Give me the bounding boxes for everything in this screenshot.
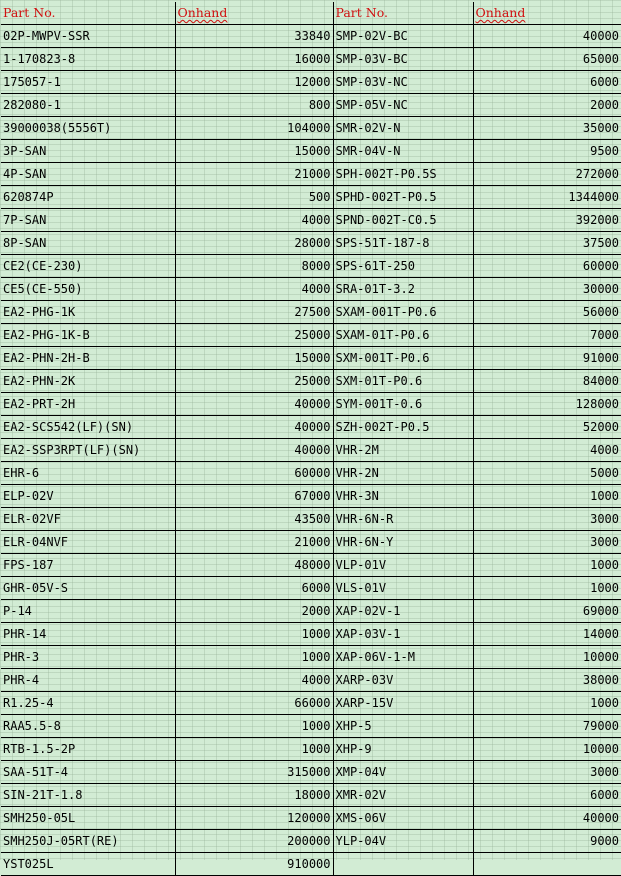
table-row bbox=[1, 393, 621, 416]
cell-part-no-left[interactable]: EA2-SCS542(LF)(SN) bbox=[1, 416, 175, 439]
cell-part-no-right[interactable]: XAP-03V-1 bbox=[333, 623, 473, 646]
cell-onhand-right[interactable]: 3000 bbox=[473, 761, 621, 784]
table-row bbox=[1, 830, 621, 853]
cell-part-no-left[interactable]: PHR-14 bbox=[1, 623, 175, 646]
cell-onhand-left[interactable]: 1000 bbox=[175, 623, 333, 646]
cell-onhand-right[interactable]: 1344000 bbox=[473, 186, 621, 209]
inventory-table bbox=[1, 2, 621, 876]
cell-onhand-right[interactable]: 1000 bbox=[473, 485, 621, 508]
cell-part-no-right[interactable]: VLS-01V bbox=[333, 577, 473, 600]
cell-part-no-right[interactable]: SMP-05V-NC bbox=[333, 94, 473, 117]
cell-part-no-right[interactable]: SXAM-001T-P0.6 bbox=[333, 301, 473, 324]
cell-onhand-right[interactable]: 10000 bbox=[473, 646, 621, 669]
table-row bbox=[1, 784, 621, 807]
table-row bbox=[1, 324, 621, 347]
cell-onhand-left[interactable]: 15000 bbox=[175, 347, 333, 370]
cell-part-no-left[interactable]: EA2-PHN-2H-B bbox=[1, 347, 175, 370]
cell-onhand-left[interactable]: 60000 bbox=[175, 462, 333, 485]
cell-onhand-left[interactable]: 120000 bbox=[175, 807, 333, 830]
cell-part-no-right[interactable]: SXAM-01T-P0.6 bbox=[333, 324, 473, 347]
cell-onhand-right[interactable]: 392000 bbox=[473, 209, 621, 232]
cell-part-no-left[interactable]: SAA-51T-4 bbox=[1, 761, 175, 784]
cell-part-no-left[interactable]: 39000038(5556T) bbox=[1, 117, 175, 140]
cell-onhand-left[interactable]: 4000 bbox=[175, 669, 333, 692]
cell-onhand-left[interactable]: 40000 bbox=[175, 393, 333, 416]
cell-part-no-right[interactable] bbox=[333, 853, 473, 876]
table-row bbox=[1, 669, 621, 692]
cell-part-no-left[interactable]: ELR-02VF bbox=[1, 508, 175, 531]
cell-part-no-right[interactable]: SXM-01T-P0.6 bbox=[333, 370, 473, 393]
cell-onhand-right[interactable]: 37500 bbox=[473, 232, 621, 255]
table-row bbox=[1, 715, 621, 738]
cell-onhand-right[interactable]: 79000 bbox=[473, 715, 621, 738]
cell-part-no-right[interactable]: SYM-001T-0.6 bbox=[333, 393, 473, 416]
cell-part-no-left[interactable]: 620874P bbox=[1, 186, 175, 209]
cell-onhand-left[interactable]: 1000 bbox=[175, 715, 333, 738]
header-onhand-right[interactable]: Onhand bbox=[473, 2, 621, 25]
cell-part-no-left[interactable]: EA2-PHG-1K bbox=[1, 301, 175, 324]
cell-onhand-right[interactable]: 7000 bbox=[473, 324, 621, 347]
table-row bbox=[1, 347, 621, 370]
cell-onhand-left[interactable]: 33840 bbox=[175, 25, 333, 48]
table-row bbox=[1, 738, 621, 761]
cell-onhand-left[interactable]: 25000 bbox=[175, 324, 333, 347]
table-row bbox=[1, 692, 621, 715]
table-row bbox=[1, 600, 621, 623]
cell-part-no-right[interactable]: XMS-06V bbox=[333, 807, 473, 830]
table-row bbox=[1, 186, 621, 209]
cell-onhand-right[interactable]: 4000 bbox=[473, 439, 621, 462]
cell-part-no-left[interactable]: 4P-SAN bbox=[1, 163, 175, 186]
inventory-table-body bbox=[1, 2, 621, 876]
cell-part-no-left[interactable]: EHR-6 bbox=[1, 462, 175, 485]
cell-part-no-right[interactable]: SMP-03V-NC bbox=[333, 71, 473, 94]
cell-part-no-left[interactable]: 7P-SAN bbox=[1, 209, 175, 232]
cell-part-no-right[interactable]: SPHD-002T-P0.5 bbox=[333, 186, 473, 209]
table-row bbox=[1, 554, 621, 577]
table-row bbox=[1, 301, 621, 324]
table-row bbox=[1, 508, 621, 531]
cell-onhand-left[interactable]: 15000 bbox=[175, 140, 333, 163]
cell-part-no-left[interactable]: P-14 bbox=[1, 600, 175, 623]
cell-onhand-left[interactable]: 910000 bbox=[175, 853, 333, 876]
cell-onhand-right[interactable]: 9500 bbox=[473, 140, 621, 163]
cell-part-no-left[interactable]: SIN-21T-1.8 bbox=[1, 784, 175, 807]
cell-onhand-right[interactable]: 56000 bbox=[473, 301, 621, 324]
cell-onhand-right[interactable]: 91000 bbox=[473, 347, 621, 370]
table-row bbox=[1, 370, 621, 393]
cell-onhand-left[interactable]: 4000 bbox=[175, 209, 333, 232]
table-row bbox=[1, 646, 621, 669]
cell-onhand-left[interactable]: 43500 bbox=[175, 508, 333, 531]
cell-onhand-left[interactable]: 21000 bbox=[175, 163, 333, 186]
cell-onhand-right[interactable]: 9000 bbox=[473, 830, 621, 853]
cell-part-no-left[interactable]: RAA5.5-8 bbox=[1, 715, 175, 738]
cell-onhand-left[interactable]: 500 bbox=[175, 186, 333, 209]
cell-part-no-left[interactable]: YST025L bbox=[1, 853, 175, 876]
cell-part-no-left[interactable]: SMH250-05L bbox=[1, 807, 175, 830]
cell-part-no-right[interactable]: SPH-002T-P0.5S bbox=[333, 163, 473, 186]
table-row bbox=[1, 278, 621, 301]
cell-onhand-right[interactable]: 3000 bbox=[473, 531, 621, 554]
cell-onhand-right[interactable]: 14000 bbox=[473, 623, 621, 646]
cell-part-no-left[interactable]: 175057-1 bbox=[1, 71, 175, 94]
cell-part-no-right[interactable]: XARP-03V bbox=[333, 669, 473, 692]
cell-part-no-left[interactable]: PHR-3 bbox=[1, 646, 175, 669]
cell-onhand-left[interactable]: 8000 bbox=[175, 255, 333, 278]
table-row bbox=[1, 531, 621, 554]
cell-part-no-left[interactable]: 3P-SAN bbox=[1, 140, 175, 163]
table-row bbox=[1, 117, 621, 140]
table-row bbox=[1, 577, 621, 600]
cell-part-no-left[interactable]: PHR-4 bbox=[1, 669, 175, 692]
cell-onhand-right[interactable]: 35000 bbox=[473, 117, 621, 140]
cell-onhand-left[interactable]: 16000 bbox=[175, 48, 333, 71]
table-row bbox=[1, 623, 621, 646]
table-row bbox=[1, 71, 621, 94]
header-onhand-left[interactable]: Onhand bbox=[175, 2, 333, 25]
cell-part-no-right[interactable]: YLP-04V bbox=[333, 830, 473, 853]
cell-onhand-left[interactable]: 104000 bbox=[175, 117, 333, 140]
cell-onhand-right[interactable]: 128000 bbox=[473, 393, 621, 416]
cell-onhand-left[interactable]: 6000 bbox=[175, 577, 333, 600]
cell-part-no-left[interactable]: RTB-1.5-2P bbox=[1, 738, 175, 761]
table-row bbox=[1, 163, 621, 186]
cell-onhand-left[interactable]: 1000 bbox=[175, 738, 333, 761]
cell-onhand-left[interactable]: 4000 bbox=[175, 278, 333, 301]
cell-part-no-right[interactable]: XHP-9 bbox=[333, 738, 473, 761]
table-row bbox=[1, 416, 621, 439]
cell-onhand-right[interactable]: 3000 bbox=[473, 508, 621, 531]
cell-part-no-right[interactable]: SMP-03V-BC bbox=[333, 48, 473, 71]
cell-part-no-right[interactable]: VLP-01V bbox=[333, 554, 473, 577]
cell-onhand-right[interactable] bbox=[473, 853, 621, 876]
cell-part-no-right[interactable]: SZH-002T-P0.5 bbox=[333, 416, 473, 439]
cell-part-no-left[interactable]: ELP-02V bbox=[1, 485, 175, 508]
cell-part-no-right[interactable]: XHP-5 bbox=[333, 715, 473, 738]
cell-onhand-left[interactable]: 48000 bbox=[175, 554, 333, 577]
cell-part-no-right[interactable]: VHR-6N-Y bbox=[333, 531, 473, 554]
table-row bbox=[1, 807, 621, 830]
cell-part-no-right[interactable]: XAP-02V-1 bbox=[333, 600, 473, 623]
cell-part-no-right[interactable]: SRA-01T-3.2 bbox=[333, 278, 473, 301]
cell-part-no-right[interactable]: XMR-02V bbox=[333, 784, 473, 807]
cell-onhand-right[interactable]: 40000 bbox=[473, 25, 621, 48]
cell-onhand-right[interactable]: 40000 bbox=[473, 807, 621, 830]
cell-part-no-left[interactable]: EA2-SSP3RPT(LF)(SN) bbox=[1, 439, 175, 462]
cell-part-no-right[interactable]: SPS-61T-250 bbox=[333, 255, 473, 278]
cell-onhand-right[interactable]: 69000 bbox=[473, 600, 621, 623]
cell-part-no-left[interactable]: ELR-04NVF bbox=[1, 531, 175, 554]
cell-part-no-left[interactable]: 282080-1 bbox=[1, 94, 175, 117]
table-row bbox=[1, 853, 621, 876]
cell-part-no-left[interactable]: EA2-PRT-2H bbox=[1, 393, 175, 416]
cell-onhand-left[interactable]: 28000 bbox=[175, 232, 333, 255]
cell-onhand-right[interactable]: 6000 bbox=[473, 784, 621, 807]
cell-onhand-left[interactable]: 40000 bbox=[175, 416, 333, 439]
cell-onhand-left[interactable]: 66000 bbox=[175, 692, 333, 715]
cell-onhand-left[interactable]: 315000 bbox=[175, 761, 333, 784]
cell-part-no-left[interactable]: R1.25-4 bbox=[1, 692, 175, 715]
cell-part-no-left[interactable]: FPS-187 bbox=[1, 554, 175, 577]
cell-onhand-left[interactable]: 67000 bbox=[175, 485, 333, 508]
cell-onhand-left[interactable]: 800 bbox=[175, 94, 333, 117]
cell-part-no-left[interactable]: 02P-MWPV-SSR bbox=[1, 25, 175, 48]
cell-onhand-right[interactable]: 65000 bbox=[473, 48, 621, 71]
cell-onhand-left[interactable]: 200000 bbox=[175, 830, 333, 853]
table-row bbox=[1, 439, 621, 462]
cell-onhand-left[interactable]: 27500 bbox=[175, 301, 333, 324]
cell-part-no-right[interactable]: XAP-06V-1-M bbox=[333, 646, 473, 669]
table-row bbox=[1, 25, 621, 48]
cell-onhand-right[interactable]: 84000 bbox=[473, 370, 621, 393]
cell-part-no-right[interactable]: VHR-2M bbox=[333, 439, 473, 462]
table-row bbox=[1, 485, 621, 508]
cell-part-no-left[interactable]: 1-170823-8 bbox=[1, 48, 175, 71]
cell-onhand-right[interactable]: 1000 bbox=[473, 692, 621, 715]
table-row bbox=[1, 209, 621, 232]
cell-onhand-left[interactable]: 1000 bbox=[175, 646, 333, 669]
cell-onhand-right[interactable]: 6000 bbox=[473, 71, 621, 94]
cell-onhand-right[interactable]: 60000 bbox=[473, 255, 621, 278]
table-row bbox=[1, 140, 621, 163]
header-part-no-left[interactable]: Part No. bbox=[1, 2, 175, 25]
cell-part-no-right[interactable]: SMR-02V-N bbox=[333, 117, 473, 140]
cell-part-no-left[interactable]: GHR-05V-S bbox=[1, 577, 175, 600]
table-row bbox=[1, 232, 621, 255]
table-row bbox=[1, 255, 621, 278]
table-row bbox=[1, 48, 621, 71]
cell-onhand-right[interactable]: 38000 bbox=[473, 669, 621, 692]
cell-onhand-left[interactable]: 25000 bbox=[175, 370, 333, 393]
header-row bbox=[1, 2, 621, 25]
table-row bbox=[1, 462, 621, 485]
cell-part-no-right[interactable]: SMP-02V-BC bbox=[333, 25, 473, 48]
cell-part-no-right[interactable]: XARP-15V bbox=[333, 692, 473, 715]
cell-part-no-left[interactable]: CE2(CE-230) bbox=[1, 255, 175, 278]
cell-part-no-right[interactable]: SXM-001T-P0.6 bbox=[333, 347, 473, 370]
cell-onhand-right[interactable]: 30000 bbox=[473, 278, 621, 301]
cell-part-no-right[interactable]: SPS-51T-187-8 bbox=[333, 232, 473, 255]
cell-onhand-right[interactable]: 10000 bbox=[473, 738, 621, 761]
cell-part-no-left[interactable]: CE5(CE-550) bbox=[1, 278, 175, 301]
cell-onhand-right[interactable]: 2000 bbox=[473, 94, 621, 117]
cell-onhand-left[interactable]: 40000 bbox=[175, 439, 333, 462]
cell-part-no-right[interactable]: VHR-3N bbox=[333, 485, 473, 508]
cell-onhand-left[interactable]: 18000 bbox=[175, 784, 333, 807]
header-part-no-right[interactable]: Part No. bbox=[333, 2, 473, 25]
cell-onhand-right[interactable]: 1000 bbox=[473, 554, 621, 577]
cell-part-no-right[interactable]: VHR-2N bbox=[333, 462, 473, 485]
cell-part-no-left[interactable]: 8P-SAN bbox=[1, 232, 175, 255]
cell-part-no-left[interactable]: EA2-PHG-1K-B bbox=[1, 324, 175, 347]
cell-part-no-right[interactable]: XMP-04V bbox=[333, 761, 473, 784]
cell-onhand-right[interactable]: 52000 bbox=[473, 416, 621, 439]
cell-part-no-left[interactable]: EA2-PHN-2K bbox=[1, 370, 175, 393]
cell-part-no-left[interactable]: SMH250J-05RT(RE) bbox=[1, 830, 175, 853]
cell-part-no-right[interactable]: VHR-6N-R bbox=[333, 508, 473, 531]
cell-onhand-right[interactable]: 5000 bbox=[473, 462, 621, 485]
table-row bbox=[1, 94, 621, 117]
cell-part-no-right[interactable]: SMR-04V-N bbox=[333, 140, 473, 163]
cell-onhand-left[interactable]: 2000 bbox=[175, 600, 333, 623]
table-row bbox=[1, 761, 621, 784]
cell-onhand-right[interactable]: 1000 bbox=[473, 577, 621, 600]
cell-onhand-left[interactable]: 21000 bbox=[175, 531, 333, 554]
cell-onhand-left[interactable]: 12000 bbox=[175, 71, 333, 94]
cell-onhand-right[interactable]: 272000 bbox=[473, 163, 621, 186]
cell-part-no-right[interactable]: SPND-002T-C0.5 bbox=[333, 209, 473, 232]
